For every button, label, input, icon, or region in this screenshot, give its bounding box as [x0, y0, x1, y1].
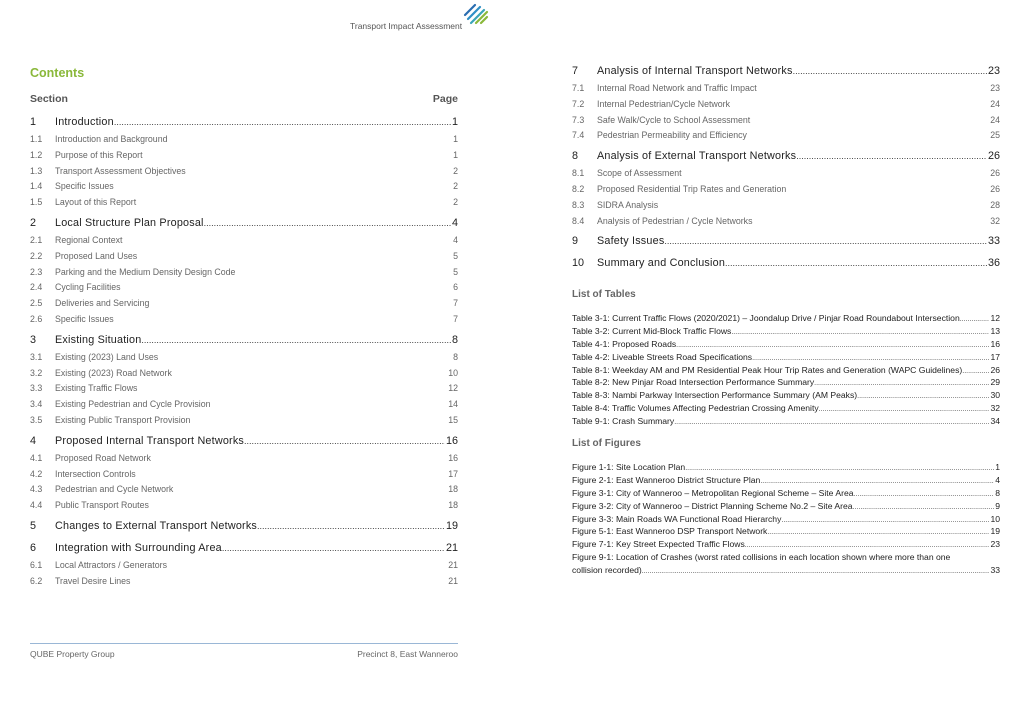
toc-subsection-page: 21 — [448, 575, 458, 586]
toc-subsection-entry[interactable] — [30, 195, 458, 211]
toc-section-number: 6 — [30, 541, 37, 554]
table-entry[interactable] — [572, 365, 1000, 378]
toc-subsection-title: Analysis of Pedestrian / Cycle Networks — [597, 215, 753, 226]
toc-section-title: Existing Situation — [55, 333, 142, 346]
figure-page: 10 — [990, 513, 1000, 524]
toc-subsection-title: Existing (2023) Road Network — [55, 367, 172, 378]
toc-subsection-page: 21 — [448, 559, 458, 570]
toc-subsection-number: 1.4 — [30, 181, 43, 192]
contents-title: Contents — [30, 66, 85, 80]
leader-dots — [960, 316, 990, 323]
toc-subsection-entry[interactable] — [30, 451, 458, 467]
toc-section-page: 8 — [451, 333, 458, 346]
toc-subsection-number: 1.1 — [30, 134, 43, 144]
toc-section-page: 36 — [987, 257, 1000, 270]
toc-subsection-entry[interactable] — [30, 413, 458, 429]
leader-dots — [642, 568, 990, 575]
toc-subsection-entry[interactable] — [30, 498, 458, 514]
toc-subsection-number: 8.4 — [572, 215, 585, 226]
table-entry[interactable] — [572, 326, 1000, 339]
list-of-tables — [572, 313, 1000, 429]
toc-subsection-number: 2.1 — [30, 234, 43, 245]
toc-subsection-entry[interactable] — [30, 312, 458, 328]
toc-section-title: Analysis of External Transport Networks — [597, 150, 797, 163]
toc-subsection-number: 2.3 — [30, 266, 43, 277]
toc-subsection-number: 1.3 — [30, 165, 43, 176]
table-page: 13 — [990, 325, 1000, 336]
toc-subsection-page: 12 — [448, 383, 458, 394]
toc-leader-dots — [222, 543, 445, 553]
page-label: Page — [432, 93, 458, 105]
toc-subsection-title: Existing Pedestrian and Cycle Provision — [55, 399, 211, 410]
table-entry[interactable] — [572, 403, 1000, 416]
table-entry[interactable] — [572, 313, 1000, 326]
toc-subsection-number: 4.2 — [30, 468, 43, 479]
table-title: Table 8-2: New Pinjar Road Intersection Performance Summary — [572, 377, 815, 388]
company-logo-icon — [463, 2, 489, 26]
leader-dots — [854, 491, 995, 498]
figure-page: 23 — [990, 539, 1000, 550]
toc-subsection-title: Proposed Residential Trip Rates and Generation — [597, 183, 787, 194]
figure-title: Figure 5-1: East Wanneroo DSP Transport Network — [572, 526, 768, 537]
toc-section-number: 10 — [572, 257, 585, 270]
figure-title: Figure 1-1: Site Location Plan — [572, 462, 686, 472]
toc-leader-dots — [796, 151, 987, 161]
toc-subsection-entry[interactable] — [30, 397, 458, 413]
toc-section-title: Changes to External Transport Networks — [55, 519, 258, 532]
toc-section-number: 7 — [572, 65, 579, 77]
figure-title: Figure 3-2: City of Wanneroo – District Planning Scheme No.2 – Site Area — [572, 500, 853, 511]
toc-subsection-number: 7.2 — [572, 98, 585, 109]
toc-subsection-title: Purpose of this Report — [55, 149, 143, 160]
toc-subsection-number: 3.4 — [30, 399, 43, 410]
toc-subsection-title: Proposed Land Uses — [55, 250, 138, 261]
toc-subsection-title: Parking and the Medium Density Design Code — [55, 266, 236, 277]
table-entry[interactable] — [572, 352, 1000, 365]
toc-subsection-entry[interactable] — [572, 81, 1000, 97]
toc-subsection-page: 2 — [453, 181, 458, 192]
header-title: Transport Impact Assessment — [350, 21, 463, 31]
toc-leader-dots — [664, 236, 987, 246]
figure-title: Figure 3-3: Main Roads WA Functional Road Hierarchy — [572, 513, 782, 524]
toc-section-number: 4 — [30, 434, 37, 447]
toc-subsection-entry[interactable] — [30, 164, 458, 180]
toc-subsection-title: Proposed Road Network — [55, 452, 151, 463]
toc-list-left — [30, 116, 458, 590]
toc-section-page: 21 — [445, 541, 458, 554]
figure-title: Figure 7-1: Key Street Expected Traffic Flows — [572, 539, 745, 550]
toc-section-title: Analysis of Internal Transport Networks — [597, 65, 793, 77]
toc-subsection-page: 4 — [453, 234, 458, 245]
toc-subsection-title: Deliveries and Servicing — [55, 298, 150, 309]
toc-section-entry[interactable] — [30, 334, 458, 350]
toc-list-right — [572, 65, 1000, 273]
list-of-figures — [572, 462, 1000, 577]
toc-subsection-page: 32 — [990, 215, 1000, 226]
figure-entry[interactable] — [572, 514, 1000, 527]
figure-entry[interactable] — [572, 501, 1000, 514]
toc-subsection-entry[interactable] — [30, 148, 458, 164]
toc-subsection-page: 5 — [453, 250, 458, 261]
toc-section-page: 4 — [451, 216, 458, 229]
toc-subsection-entry[interactable] — [572, 166, 1000, 182]
table-title: Table 9-1: Crash Summary — [572, 416, 675, 427]
toc-subsection-number: 2.2 — [30, 250, 43, 261]
toc-subsection-page: 14 — [448, 399, 458, 410]
table-page: 30 — [990, 390, 1000, 401]
leader-dots — [767, 529, 989, 536]
toc-subsection-title: Scope of Assessment — [597, 168, 682, 179]
toc-subsection-number: 3.3 — [30, 383, 43, 394]
table-page: 34 — [990, 416, 1000, 427]
toc-subsection-page: 2 — [453, 165, 458, 176]
figure-title: Figure 3-1: City of Wanneroo – Metropolitan Regional Scheme – Site Area — [572, 487, 854, 498]
toc-subsection-page: 25 — [990, 130, 1000, 141]
table-title: Table 8-3: Nambi Parkway Intersection Performance Summary (AM Peaks) — [572, 390, 858, 401]
table-page: 32 — [990, 403, 1000, 414]
toc-subsection-number: 1.2 — [30, 149, 43, 160]
toc-subsection-entry[interactable] — [30, 366, 458, 382]
table-title: Table 8-4: Traffic Volumes Affecting Pedestrian Crossing Amenity — [572, 403, 819, 414]
toc-section-entry[interactable] — [30, 116, 458, 132]
leader-dots — [745, 542, 990, 549]
footer-project: Precinct 8, East Wanneroo — [357, 649, 458, 659]
toc-subsection-entry[interactable] — [572, 128, 1000, 144]
toc-subsection-title: Specific Issues — [55, 181, 114, 192]
figure-page: 8 — [995, 487, 1000, 498]
toc-leader-dots — [257, 521, 445, 531]
toc-subsection-page: 17 — [448, 468, 458, 479]
toc-subsection-number: 4.4 — [30, 500, 43, 511]
figure-page: 9 — [995, 500, 1000, 511]
toc-section-title: Safety Issues — [597, 235, 665, 248]
toc-section-title: Local Structure Plan Proposal — [55, 216, 204, 229]
toc-subsection-number: 2.6 — [30, 313, 43, 324]
toc-subsection-title: Internal Road Network and Traffic Impact — [597, 83, 757, 93]
toc-subsection-title: Transport Assessment Objectives — [55, 165, 186, 176]
toc-section-entry[interactable] — [572, 257, 1000, 273]
toc-subsection-number: 2.4 — [30, 282, 43, 293]
toc-subsection-title: Internal Pedestrian/Cycle Network — [597, 98, 730, 109]
toc-subsection-page: 26 — [990, 183, 1000, 194]
toc-subsection-number: 6.2 — [30, 575, 43, 586]
toc-subsection-page: 18 — [448, 500, 458, 511]
toc-leader-dots — [141, 335, 451, 345]
toc-subsection-number: 8.2 — [572, 183, 585, 194]
toc-section-title: Proposed Internal Transport Networks — [55, 434, 245, 447]
toc-subsection-entry[interactable] — [572, 97, 1000, 113]
toc-subsection-page: 2 — [453, 197, 458, 208]
toc-subsection-entry[interactable] — [572, 182, 1000, 198]
toc-subsection-entry[interactable] — [572, 214, 1000, 230]
toc-section-number: 5 — [30, 519, 37, 532]
table-entry[interactable] — [572, 339, 1000, 352]
toc-subsection-entry[interactable] — [30, 233, 458, 249]
toc-subsection-page: 1 — [453, 134, 458, 144]
toc-subsection-number: 3.5 — [30, 414, 43, 425]
section-label: Section — [30, 93, 68, 105]
toc-subsection-entry[interactable] — [30, 132, 458, 148]
table-page: 17 — [990, 351, 1000, 362]
toc-subsection-number: 3.2 — [30, 367, 43, 378]
toc-subsection-number: 8.3 — [572, 199, 585, 210]
toc-section-entry[interactable] — [30, 520, 458, 536]
toc-subsection-number: 6.1 — [30, 559, 43, 570]
toc-subsection-page: 23 — [990, 83, 1000, 93]
table-title: Table 8-1: Weekday AM and PM Residential Peak Hour Trip Rates and Generation (WAPC Guidelines) — [572, 364, 963, 375]
list-of-figures-title: List of Figures — [572, 438, 641, 449]
figure-page: 1 — [995, 462, 1000, 472]
footer-rule — [30, 643, 458, 644]
toc-subsection-page: 6 — [453, 282, 458, 293]
table-page: 29 — [990, 377, 1000, 388]
toc-subsection-page: 28 — [990, 199, 1000, 210]
toc-subsection-entry[interactable] — [30, 558, 458, 574]
leader-dots — [752, 355, 989, 362]
leader-dots — [962, 368, 989, 375]
figure-title: collision recorded) — [572, 564, 642, 575]
table-title: Table 3-1: Current Traffic Flows (2020/2021) – Joondalup Drive / Pinjar Road Roundabout Intersection — [572, 313, 960, 323]
figure-page: 4 — [995, 474, 1000, 485]
figure-entry-wrapped-line2[interactable] — [572, 565, 1000, 577]
toc-subsection-number: 7.3 — [572, 114, 585, 125]
leader-dots — [676, 342, 989, 349]
toc-section-number: 8 — [572, 150, 579, 163]
toc-subsection-entry[interactable] — [30, 350, 458, 366]
toc-subsection-entry[interactable] — [30, 249, 458, 265]
toc-section-entry[interactable] — [572, 235, 1000, 251]
toc-section-number: 2 — [30, 216, 37, 229]
figure-title: Figure 2-1: East Wanneroo District Structure Plan — [572, 474, 761, 485]
toc-subsection-title: Pedestrian Permeability and Efficiency — [597, 130, 747, 141]
toc-subsection-page: 5 — [453, 266, 458, 277]
toc-subsection-entry[interactable] — [30, 574, 458, 590]
leader-dots — [760, 478, 994, 485]
table-page: 16 — [990, 338, 1000, 349]
leader-dots — [853, 504, 995, 511]
toc-section-number: 9 — [572, 235, 579, 248]
toc-subsection-title: Travel Desire Lines — [55, 575, 131, 586]
leader-dots — [781, 517, 989, 524]
toc-subsection-entry[interactable] — [30, 296, 458, 312]
leader-dots — [819, 406, 990, 413]
toc-leader-dots — [244, 436, 445, 446]
table-title: Table 3-2: Current Mid-Block Traffic Flows — [572, 325, 732, 336]
toc-subsection-entry[interactable] — [30, 280, 458, 296]
toc-subsection-page: 7 — [453, 313, 458, 324]
toc-subsection-entry[interactable] — [30, 381, 458, 397]
toc-subsection-title: Existing Public Transport Provision — [55, 414, 191, 425]
toc-section-title: Integration with Surrounding Area — [55, 541, 222, 554]
table-page: 12 — [990, 313, 1000, 323]
toc-subsection-number: 2.5 — [30, 298, 43, 309]
toc-subsection-title: Layout of this Report — [55, 197, 137, 208]
toc-subsection-number: 4.1 — [30, 452, 43, 463]
leader-dots — [814, 380, 989, 387]
toc-subsection-number: 4.3 — [30, 484, 43, 495]
toc-subsection-page: 10 — [448, 367, 458, 378]
toc-subsection-title: Cycling Facilities — [55, 282, 121, 293]
toc-subsection-entry[interactable] — [30, 482, 458, 498]
table-entry[interactable] — [572, 416, 1000, 429]
toc-subsection-number: 8.1 — [572, 168, 585, 179]
toc-subsection-title: Local Attractors / Generators — [55, 559, 167, 570]
toc-leader-dots — [725, 258, 987, 268]
toc-section-entry[interactable] — [572, 150, 1000, 166]
toc-section-entry[interactable] — [30, 542, 458, 558]
toc-leader-dots — [204, 218, 451, 228]
toc-subsection-entry[interactable] — [572, 198, 1000, 214]
toc-section-page: 19 — [445, 519, 458, 532]
toc-leader-dots — [114, 117, 451, 127]
toc-section-page: 1 — [451, 116, 458, 128]
leader-dots — [731, 329, 989, 336]
toc-section-number: 3 — [30, 333, 37, 346]
toc-section-page: 23 — [987, 65, 1000, 77]
toc-section-entry[interactable] — [30, 217, 458, 233]
toc-subsection-page: 8 — [453, 351, 458, 362]
toc-subsection-entry[interactable] — [30, 179, 458, 195]
figure-page: 33 — [990, 564, 1000, 575]
toc-subsection-title: Pedestrian and Cycle Network — [55, 484, 174, 495]
toc-subsection-entry[interactable] — [30, 265, 458, 281]
toc-leader-dots — [793, 66, 987, 76]
toc-section-entry[interactable] — [30, 435, 458, 451]
toc-subsection-title: Public Transport Routes — [55, 500, 149, 511]
toc-subsection-page: 24 — [990, 98, 1000, 109]
figure-entry[interactable] — [572, 462, 1000, 475]
toc-subsection-entry[interactable] — [572, 113, 1000, 129]
figure-entry[interactable] — [572, 488, 1000, 501]
toc-subsection-page: 15 — [448, 414, 458, 425]
toc-subsection-title: Introduction and Background — [55, 134, 168, 144]
table-page: 26 — [990, 364, 1000, 375]
toc-subsection-title: Intersection Controls — [55, 468, 136, 479]
toc-subsection-page: 16 — [448, 452, 458, 463]
toc-subsection-title: Specific Issues — [55, 313, 114, 324]
section-header — [30, 93, 458, 105]
toc-subsection-title: Regional Context — [55, 234, 123, 245]
toc-section-number: 1 — [30, 116, 37, 128]
table-entry[interactable] — [572, 377, 1000, 390]
toc-subsection-number: 7.1 — [572, 83, 585, 93]
toc-section-page: 16 — [445, 434, 458, 447]
toc-subsection-title: Existing Traffic Flows — [55, 383, 138, 394]
toc-subsection-page: 18 — [448, 484, 458, 495]
toc-subsection-title: Safe Walk/Cycle to School Assessment — [597, 114, 751, 125]
toc-section-page: 33 — [987, 235, 1000, 248]
leader-dots — [857, 393, 989, 400]
figure-entry[interactable] — [572, 526, 1000, 539]
list-of-tables-title: List of Tables — [572, 289, 636, 300]
toc-subsection-number: 3.1 — [30, 351, 43, 362]
toc-subsection-page: 24 — [990, 114, 1000, 125]
toc-subsection-page: 1 — [453, 149, 458, 160]
figure-entry[interactable] — [572, 539, 1000, 552]
figure-entry[interactable] — [572, 475, 1000, 488]
toc-subsection-entry[interactable] — [30, 467, 458, 483]
toc-subsection-number: 7.4 — [572, 130, 585, 141]
toc-subsection-title: Existing (2023) Land Uses — [55, 351, 159, 362]
toc-subsection-title: SIDRA Analysis — [597, 199, 659, 210]
toc-section-page: 26 — [987, 150, 1000, 163]
figure-entry-wrapped-line1[interactable]: Figure 9-1: Location of Crashes (worst rated collisions in each location shown where more than one — [572, 552, 951, 563]
toc-section-entry[interactable] — [572, 65, 1000, 81]
figure-page: 19 — [990, 526, 1000, 537]
toc-subsection-page: 26 — [990, 168, 1000, 179]
table-title: Table 4-1: Proposed Roads — [572, 338, 677, 349]
leader-dots — [674, 419, 989, 426]
table-entry[interactable] — [572, 390, 1000, 403]
toc-subsection-page: 7 — [453, 298, 458, 309]
table-title: Table 4-2: Liveable Streets Road Specifications — [572, 351, 753, 362]
toc-subsection-number: 1.5 — [30, 197, 43, 208]
toc-section-title: Summary and Conclusion — [597, 257, 726, 270]
toc-section-title: Introduction — [55, 116, 114, 128]
footer-client: QUBE Property Group — [30, 649, 115, 659]
leader-dots — [685, 465, 994, 472]
